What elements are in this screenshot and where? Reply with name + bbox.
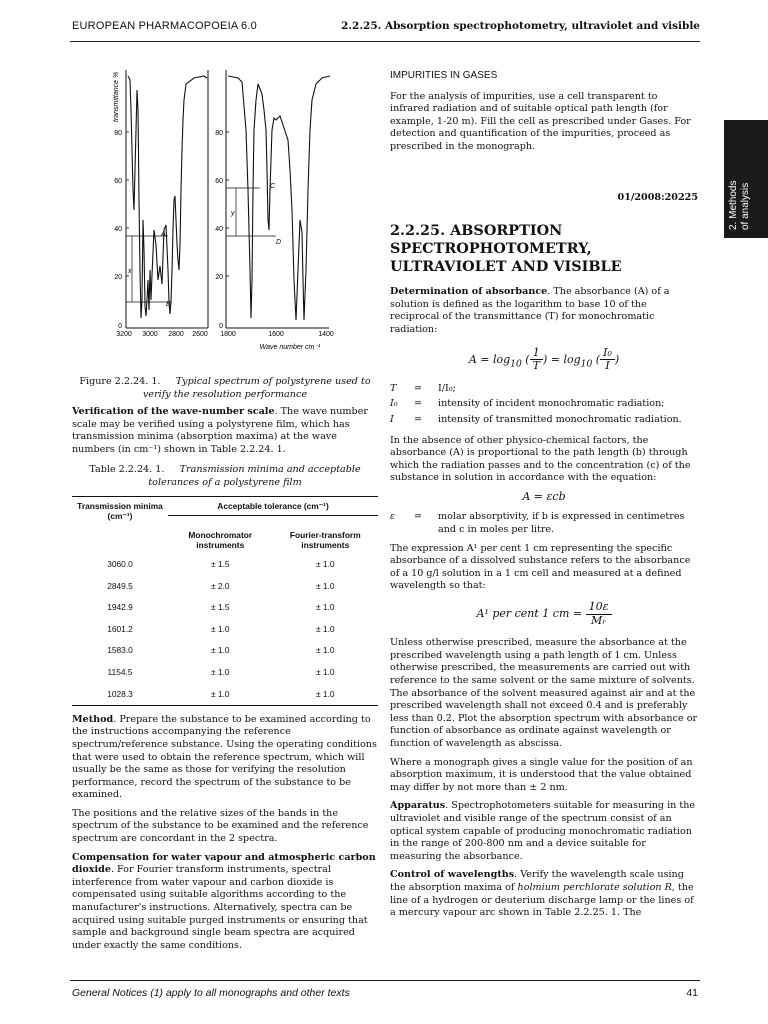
cell-minima: 1154.5 bbox=[107, 667, 133, 678]
definition-row: I = intensity of transmitted monochromatic radiation. bbox=[390, 413, 682, 425]
compensation-paragraph bbox=[72, 852, 378, 953]
x-tick: 2800 bbox=[168, 331, 184, 338]
formula3-lhs: A¹ per cent 1 cm = bbox=[476, 607, 583, 621]
determination-heading: Determination of absorbance bbox=[390, 286, 548, 298]
marker-a: A bbox=[161, 231, 166, 238]
positions-paragraph: The positions and the relative sizes of the bands in the spectrum of the substance to be examined and the reference spectrum are concordant in the 2 spectra. bbox=[72, 807, 369, 845]
formula1-frac1: $\frac{1}{T}$ bbox=[530, 347, 543, 373]
table-caption bbox=[72, 464, 378, 489]
where-paragraph: Where a monograph gives a single value for the position of an absorption maximum, it is understood that the value obtained may differ by not more than ± 2 nm. bbox=[390, 756, 693, 793]
verification-heading: Verification of the wave-number scale bbox=[72, 406, 275, 417]
section-side-tab bbox=[724, 120, 768, 238]
marker-y: y bbox=[231, 210, 235, 217]
marker-d: D bbox=[276, 239, 282, 246]
definition-row: I₀ = intensity of incident monochromatic radiation; bbox=[390, 398, 665, 410]
marker-x: x bbox=[128, 268, 132, 275]
left-y-tick: 0 bbox=[118, 323, 122, 330]
table-row bbox=[72, 597, 378, 619]
table-row bbox=[72, 640, 378, 662]
formula1-lhs: A = log bbox=[468, 352, 511, 366]
left-y-tick: 20 bbox=[114, 274, 122, 281]
left-y-tick: 80 bbox=[114, 130, 122, 137]
method-text: . Prepare the substance to be examined according to the instructions accompanying the reference spectrum/reference substance. Using the operating conditions that were used to obtain the reference spectrum, which will usually be the same as those for verifying the resolution performance, record the spectrum of the substance to be examined. bbox=[72, 713, 377, 801]
cell-mono: ± 1.0 bbox=[210, 667, 230, 678]
table-row bbox=[72, 575, 378, 597]
x-tick: 3000 bbox=[142, 331, 158, 338]
control-heading: Control of wavelengths bbox=[390, 869, 515, 881]
table-caption-text: Transmission minima and acceptable tolerances of a polystyrene film bbox=[148, 464, 361, 488]
cell-mono: ± 1.0 bbox=[168, 683, 273, 705]
right-y-tick: 20 bbox=[215, 274, 223, 281]
absence-paragraph: In the absence of other physico-chemical factors, the absorbance (A) is proportional to the path length (b) through which the radiation passes and to the concentration (c) of the substance in solution in accordance with the equation: bbox=[390, 434, 691, 484]
x-tick: 1800 bbox=[220, 331, 236, 338]
polystyrene-spectrum-figure bbox=[104, 70, 344, 360]
running-header-right: 2.2.25. Absorption spectrophotometry, ultraviolet and visible bbox=[341, 20, 700, 32]
x-tick: 3200 bbox=[116, 331, 132, 338]
reagent-name: holmium perchlorate solution R bbox=[517, 881, 672, 893]
cell-ft: ± 1.0 bbox=[315, 580, 335, 591]
apparatus-text: . Spectrophotometers suitable for measuring in the ultraviolet and visible range of the spectrum consist of an optical system capable of producing monochromatic radiation in the range of 200-800 nm and a device suitable for measuring the absorbance. bbox=[390, 800, 696, 862]
compensation-heading: Compensation for water vapour and atmospheric carbon dioxide bbox=[72, 851, 376, 876]
figure-caption bbox=[72, 376, 378, 401]
polystyrene-tolerance-table bbox=[72, 496, 378, 706]
apparatus-heading: Apparatus bbox=[390, 800, 446, 812]
x-tick: 1600 bbox=[268, 331, 284, 338]
cell-ft: ± 1.0 bbox=[315, 645, 335, 656]
formula1-frac2: $\frac{\text{I₀}}{I}$ bbox=[600, 347, 615, 373]
cell-mono: ± 1.5 bbox=[210, 602, 230, 613]
cell-minima: 1601.2 bbox=[107, 623, 133, 634]
specific-absorbance-formula bbox=[390, 601, 698, 627]
col-header-minima: Transmission minima (cm⁻¹) bbox=[72, 496, 168, 554]
left-y-tick: 60 bbox=[114, 178, 122, 185]
marker-c: C bbox=[270, 183, 276, 190]
right-y-tick: 0 bbox=[219, 323, 223, 330]
spectrum-y-label: transmittance % bbox=[113, 71, 120, 122]
right-y-tick: 60 bbox=[215, 178, 223, 185]
col-header-tolerance: Acceptable tolerance (cm⁻¹) bbox=[168, 496, 378, 515]
method-paragraph bbox=[72, 714, 378, 802]
determination-text: . The absorbance (A) of a solution is defined as the logarithm to base 10 of the reciprocal of the transmittance (T) for monochromatic radiation: bbox=[390, 286, 670, 335]
beer-lambert-formula: A = εcb bbox=[522, 489, 566, 503]
unless-paragraph: Unless otherwise prescribed, measure the absorbance at the prescribed wavelength using a path length of 1 cm. Unless otherwise prescribed, the measurements are carried out with reference to the same solvent or the same mixture of solvents. The absorbance of the solvent measured against air and at the prescribed wavelength shall not exceed 0.4 and is preferably less than 0.2. Plot the absorption spectrum with absorbance or function of absorbance as ordinate against wavelength or function of wavelength as abscissa. bbox=[390, 637, 698, 749]
cell-ft: ± 1.0 bbox=[315, 667, 335, 678]
apparatus-paragraph bbox=[390, 800, 698, 863]
verification-text: . The wave number scale may be verified using a polystyrene film, which has transmission minima (absorption maxima) at the wave numbers (in cm⁻¹) shown in Table 2.2.24. 1. bbox=[72, 406, 368, 455]
compensation-text: . For Fourier transform instruments, spectral interference from water vapour and carbon dioxide is compensated using suitable algorithms according to the manufacturer's instructions. Alternatively, spectra can be acquired using suitable purged instruments or ensuring that sample and background single beam spectra are acquired under exactly the same conditions. bbox=[72, 864, 368, 951]
method-heading: Method bbox=[72, 713, 114, 725]
footer-notice: General Notices (1) apply to all monographs and other texts bbox=[72, 987, 350, 999]
footer-rule bbox=[70, 980, 700, 981]
page-number: 41 bbox=[686, 987, 698, 999]
formula1-mid: = log bbox=[550, 352, 581, 366]
formula3-frac: $\frac{10\varepsilon}{\text{Mᵣ}}$ bbox=[586, 601, 612, 627]
cell-mono: ± 1.0 bbox=[210, 623, 230, 634]
cell-ft: ± 1.0 bbox=[273, 683, 378, 705]
epsilon-definition: ε = molar absorptivity, if b is expressed in centimetres and c in moles per litre. bbox=[390, 511, 685, 536]
spectrum-trace-right bbox=[228, 76, 330, 320]
table-row bbox=[72, 683, 378, 705]
definition-row: T = I/I₀; bbox=[390, 382, 456, 394]
table-row bbox=[72, 554, 378, 576]
right-column bbox=[390, 70, 698, 926]
cell-minima: 1583.0 bbox=[107, 645, 133, 656]
section-title: 2.2.25. ABSORPTION SPECTROPHOTOMETRY, ULTRAVIOLET AND VISIBLE bbox=[390, 222, 622, 276]
side-tab-line1: 2. Methods bbox=[728, 180, 739, 230]
cell-minima: 3060.0 bbox=[107, 559, 133, 570]
figure-caption-number: Figure 2.2.24. 1. bbox=[79, 376, 161, 387]
cell-mono: ± 1.0 bbox=[210, 645, 230, 656]
expression-paragraph: The expression A¹ per cent 1 cm representing the specific absorbance of a dissolved substance refers to the absorbance of a 10 g/l solution in a 1 cm cell and measured at a defined wavelength so that: bbox=[390, 542, 691, 592]
impurities-heading: IMPURITIES IN GASES bbox=[390, 70, 498, 81]
x-tick: 1400 bbox=[318, 331, 334, 338]
spectrum-x-label: Wave number cm⁻¹ bbox=[259, 344, 321, 351]
running-header-left: EUROPEAN PHARMACOPOEIA 6.0 bbox=[72, 20, 257, 32]
side-tab-text bbox=[728, 181, 752, 230]
cell-ft: ± 1.0 bbox=[315, 602, 335, 613]
determination-paragraph bbox=[390, 286, 698, 336]
col-header-fourier: Fourier-transform instruments bbox=[289, 529, 361, 550]
right-y-tick: 80 bbox=[215, 130, 223, 137]
cell-mono: ± 2.0 bbox=[210, 580, 230, 591]
verification-paragraph bbox=[72, 406, 378, 456]
cell-minima: 2849.5 bbox=[107, 580, 133, 591]
table-caption-number: Table 2.2.24. 1. bbox=[89, 464, 165, 476]
marker-b: B bbox=[166, 301, 171, 308]
spectrum-trace-left bbox=[128, 76, 207, 318]
definitions-list bbox=[390, 383, 698, 427]
x-tick: 2600 bbox=[192, 331, 208, 338]
header-rule bbox=[70, 41, 700, 42]
cell-minima: 1942.9 bbox=[107, 602, 133, 613]
monograph-id: 01/2008:20225 bbox=[617, 191, 698, 203]
cell-mono: ± 1.5 bbox=[210, 559, 230, 570]
side-tab-line2: of analysis bbox=[740, 182, 751, 230]
table-header-row bbox=[72, 496, 378, 515]
left-y-tick: 40 bbox=[114, 226, 122, 233]
formula1-base: 10 bbox=[510, 357, 522, 369]
cell-ft: ± 1.0 bbox=[315, 623, 335, 634]
absorbance-formula: $A = \log_{10}$ ( $\frac{1}{T}$ ) = $\log_{10}$ ( $\frac{\text{I₀}}{I}$ ) bbox=[468, 345, 620, 373]
left-column bbox=[72, 406, 378, 958]
col-header-monochromator: Monochromator instruments bbox=[188, 529, 253, 550]
cell-minima: 1028.3 bbox=[72, 683, 168, 705]
cell-ft: ± 1.0 bbox=[315, 559, 335, 570]
impurities-paragraph: For the analysis of impurities, use a cell transparent to infrared radiation and of suitable optical path length (for example, 1-20 m). Fill the cell as prescribed under Gases. For detection and quantification of the impurities, proceed as prescribed in the monograph. bbox=[390, 90, 691, 152]
control-paragraph: Control of wavelengths. Verify the wavelength scale using the absorption maxima of holmium perchlorate solution R, the line of a hydrogen or deuterium discharge lamp or the lines of a mercury vapour arc shown in Table 2.2.25. 1. The bbox=[390, 869, 694, 919]
right-y-tick: 40 bbox=[215, 226, 223, 233]
table-row bbox=[72, 662, 378, 684]
table-row bbox=[72, 618, 378, 640]
figure-caption-text: Typical spectrum of polystyrene used to verify the resolution performance bbox=[142, 376, 371, 400]
